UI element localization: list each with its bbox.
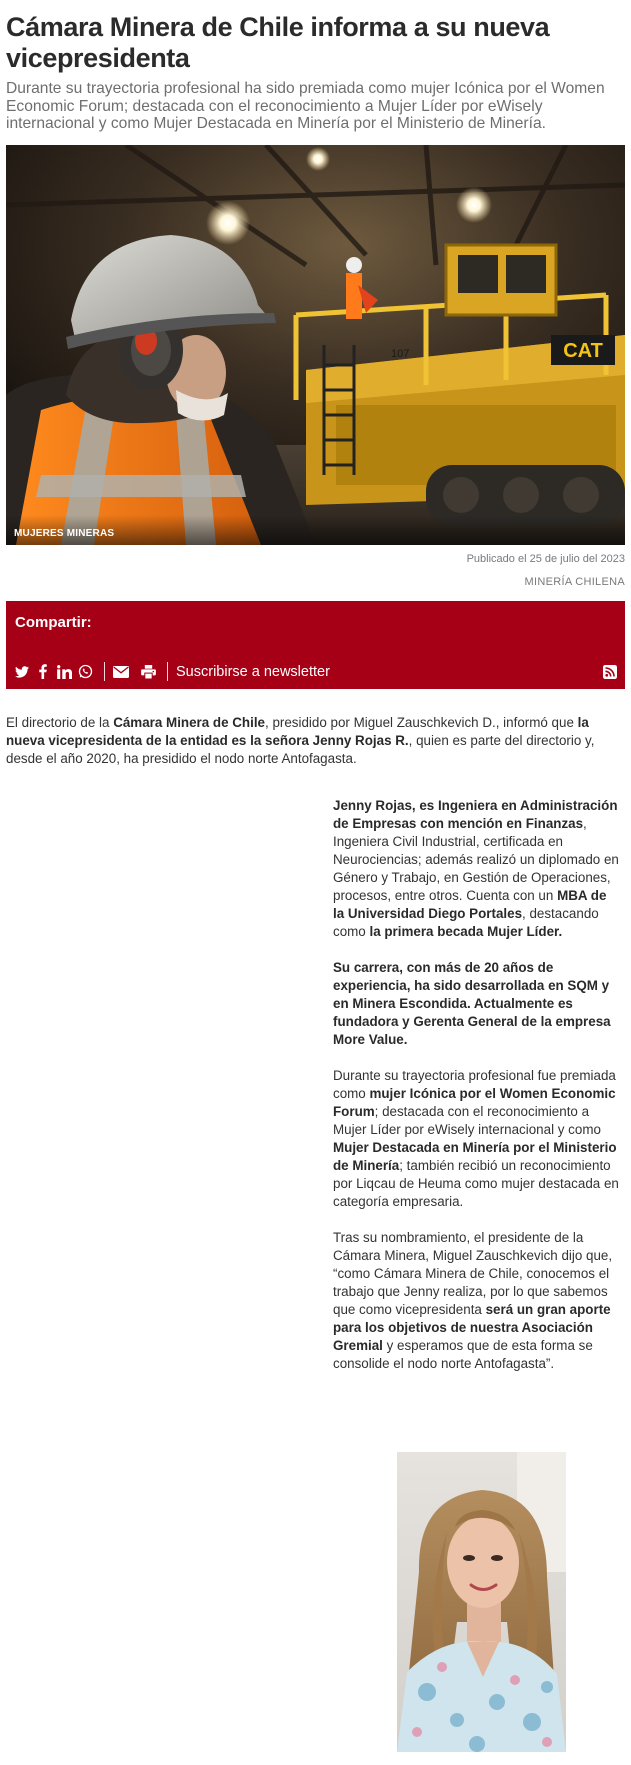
share-bar: [6, 601, 625, 689]
email-icon[interactable]: [113, 664, 129, 680]
body-paragraph: Tras su nombramiento, el presidente de la Cámara Minera, Miguel Zauschkevich dijo que, “como Cámara Minera de Chile, conocemos el trabajo que Jenny realiza, por lo que sabemos que como vicepresidenta será un gran aporte para los objetivos de nuestra Asociación Gremial y esperamos que de esta forma se consolide el nodo norte Antofagasta”.: [333, 1230, 613, 1371]
print-icon[interactable]: [140, 664, 156, 680]
rss-icon[interactable]: [603, 665, 617, 679]
article-body-column: [333, 797, 619, 1391]
share-divider: [167, 662, 168, 681]
share-label: Compartir:: [15, 613, 92, 631]
article-source[interactable]: MINERÍA CHILENA: [524, 575, 625, 588]
article-title: Cámara Minera de Chile informa a su nueva vicepresidenta: [6, 12, 550, 73]
body-paragraph: Su carrera, con más de 20 años de experiencia, ha sido desarrollada en SQM y en Minera Escondida. Actualmente es fundadora y Gerenta General de la empresa More Value.: [333, 960, 611, 1047]
publish-date: Publicado el 25 de julio del 2023: [466, 552, 625, 565]
twitter-icon[interactable]: [14, 664, 30, 680]
image-category-tag[interactable]: [6, 515, 625, 545]
hero-image: [6, 145, 625, 545]
article-lead-paragraph: El directorio de la Cámara Minera de Chile, presidido por Miguel Zauschkevich D., informó que la nueva vicepresidenta de la entidad es la señora Jenny Rojas R., quien es parte del directorio y, desde el año 2020, ha presidido el nodo norte Antofagasta.: [6, 714, 595, 766]
article-meta: [6, 552, 625, 589]
mining-worker-photo: [6, 145, 625, 545]
newsletter-subscribe-link[interactable]: Suscribirse a newsletter: [176, 663, 330, 680]
body-paragraph: Durante su trayectoria profesional fue premiada como mujer Icónica por el Women Economic Forum; destacada con el reconocimiento a Mujer Líder por eWisely internacional y como Mujer Destacada en Minería por el Ministerio de Minería; también recibió un reconocimiento por Liqcau de Heuma como mujer destacada en categoría empresaria.: [333, 1068, 619, 1209]
jenny-rojas-portrait: [397, 1452, 566, 1752]
portrait-photo: [397, 1452, 566, 1752]
article: [6, 0, 625, 781]
facebook-icon[interactable]: [35, 664, 51, 680]
linkedin-icon[interactable]: [56, 664, 72, 680]
cat-badge-text: CAT: [563, 339, 603, 362]
share-divider: [104, 662, 105, 681]
share-actions: [14, 661, 330, 683]
whatsapp-icon[interactable]: [77, 664, 93, 680]
image-category-label: MUJERES MINERAS: [14, 527, 115, 539]
body-paragraph: Jenny Rojas, es Ingeniera en Administración de Empresas con mención en Finanzas, Ingeniera Civil Industrial, certificada en Neurociencias; además realizó un diplomado en Género y Trabajo, en Gestión de Operaciones, procesos, entre otros. Cuenta con un MBA de la Universidad Diego Portales, destacando como la primera becada Mujer Líder.: [333, 798, 619, 939]
article-subtitle: Durante su trayectoria profesional ha sido premiada como mujer Icónica por el Women Economic Forum; destacada con el reconocimiento a Mujer Líder por eWisely internacional y como Mujer Destacada en Minería por el Ministerio de Minería.: [6, 80, 605, 132]
truck-number-text: 107: [391, 347, 410, 360]
